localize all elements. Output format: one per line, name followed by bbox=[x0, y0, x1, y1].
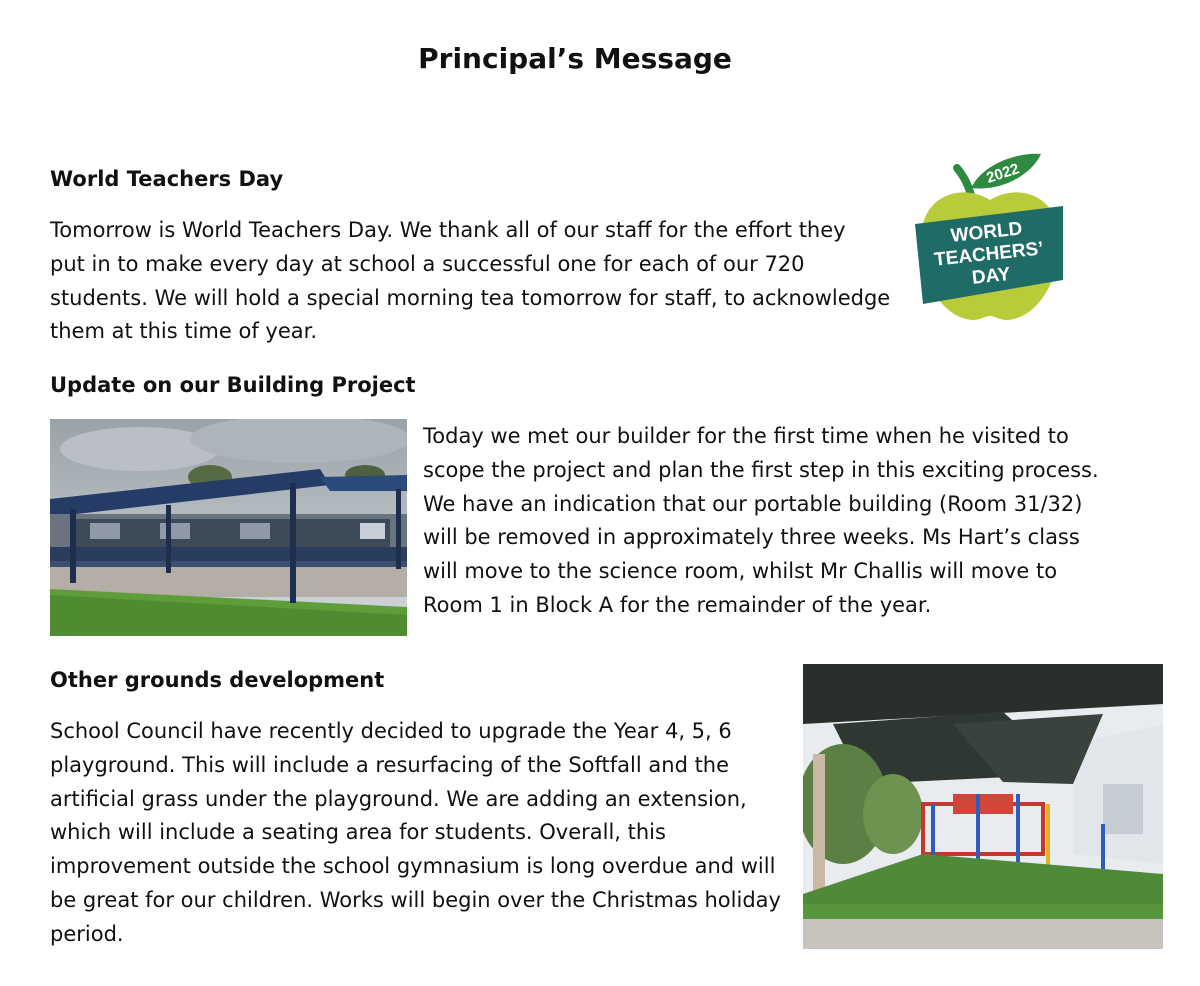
logo-line-world: WORLD bbox=[949, 218, 1024, 247]
logo-line-day: DAY bbox=[970, 263, 1012, 289]
logo-line-teachers: TEACHERS’ bbox=[933, 238, 1045, 271]
page-title: Principal’s Message bbox=[418, 42, 732, 75]
logo-year: 2022 bbox=[984, 160, 1022, 187]
paragraph-line: scope the project and plan the first step in this exciting process. bbox=[423, 457, 1099, 482]
paragraph-line: Room 1 in Block A for the remainder of the year. bbox=[423, 592, 932, 617]
section-heading-grounds-development: Other grounds development bbox=[50, 668, 385, 692]
paragraph-line: Tomorrow is World Teachers Day. We thank all of our staff for the effort they bbox=[50, 218, 846, 242]
world-teachers-day-paragraph bbox=[50, 214, 890, 349]
apple-logo-graphic bbox=[905, 148, 1075, 326]
paragraph-line: playground. This will include a resurfacing of the Softfall and the bbox=[50, 752, 730, 777]
section-heading-building-project: Update on our Building Project bbox=[50, 373, 416, 397]
world-teachers-day-logo bbox=[905, 148, 1075, 326]
paragraph-line: School Council have recently decided to upgrade the Year 4, 5, 6 bbox=[50, 719, 732, 743]
section-heading-world-teachers-day: World Teachers Day bbox=[50, 167, 284, 191]
paragraph-line: Today we met our builder for the first time when he visited to bbox=[423, 424, 1069, 448]
paragraph-line: be great for our children. Works will begin over the Christmas holiday bbox=[50, 887, 781, 912]
paragraph-line: artificial grass under the playground. We are adding an extension, bbox=[50, 786, 747, 811]
paragraph-line: which will include a seating area for students. Overall, this bbox=[50, 820, 666, 845]
paragraph-line: put in to make every day at school a successful one for each of our 720 bbox=[50, 251, 805, 276]
paragraph-line: period. bbox=[50, 921, 124, 946]
grounds-development-paragraph bbox=[50, 715, 781, 952]
paragraph-line: We have an indication that our portable building (Room 31/32) bbox=[423, 491, 1083, 516]
playground-photo bbox=[803, 664, 1163, 949]
paragraph-line: them at this time of year. bbox=[50, 319, 318, 344]
paragraph-line: will move to the science room, whilst Mr Challis will move to bbox=[423, 559, 1058, 584]
paragraph-line: improvement outside the school gymnasium is long overdue and will bbox=[50, 854, 776, 879]
building-project-paragraph bbox=[423, 420, 1099, 623]
building-photo bbox=[50, 419, 407, 636]
paragraph-line: will be removed in approximately three weeks. Ms Hart’s class bbox=[423, 525, 1080, 550]
paragraph-line: students. We will hold a special morning tea tomorrow for staff, to acknowledge bbox=[50, 285, 891, 310]
